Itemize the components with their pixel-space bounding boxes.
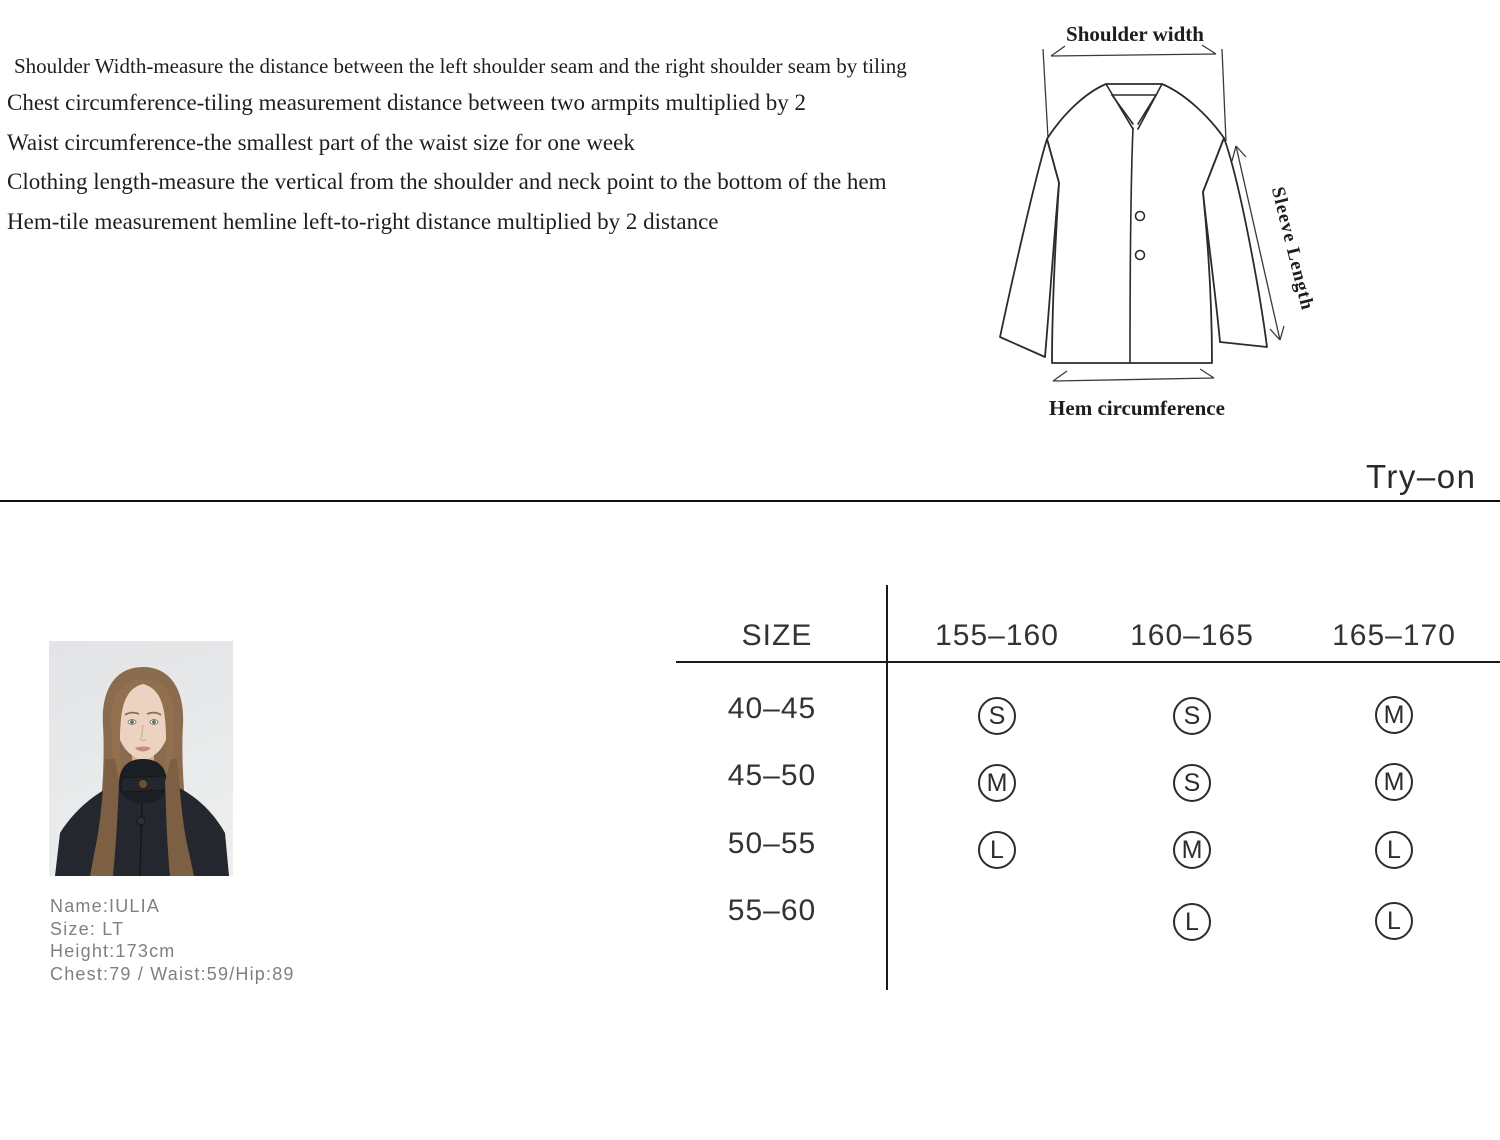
extension-line-left xyxy=(1043,49,1048,138)
row-label-40-45: 40–45 xyxy=(727,692,817,725)
table-vertical-line xyxy=(886,585,888,990)
size-value: L xyxy=(1173,903,1211,941)
size-value: M xyxy=(1173,831,1211,869)
try-on-title: Try–on xyxy=(1366,458,1477,495)
size-value: S xyxy=(1173,697,1211,735)
jacket-left-sleeve xyxy=(1000,139,1059,357)
jacket-button xyxy=(137,817,145,825)
size-value: S xyxy=(978,697,1016,735)
table-header-line xyxy=(676,661,1500,663)
jacket-outline xyxy=(1000,84,1267,363)
shoulder-width-arrow xyxy=(1051,54,1216,56)
size-value: M xyxy=(1375,696,1413,734)
note-shoulder-width: Shoulder Width-measure the distance between the left shoulder seam and the right shoulder seam by tiling xyxy=(14,54,907,78)
jacket-measurement-diagram xyxy=(975,15,1500,440)
model-name: Name:IULIA xyxy=(50,896,161,916)
size-value: L xyxy=(1375,902,1413,940)
hem-circumference-label: Hem circumference xyxy=(1049,396,1225,420)
jacket-body xyxy=(1047,84,1224,363)
hem-arrow xyxy=(1053,378,1214,381)
section-divider xyxy=(0,500,1500,502)
size-value: M xyxy=(978,764,1016,802)
note-clothing-length: Clothing length-measure the vertical from the shoulder and neck point to the bottom of the hem xyxy=(7,169,887,194)
note-hem: Hem-tile measurement hemline left-to-right distance multiplied by 2 distance xyxy=(7,209,719,234)
model-size: Size: LT xyxy=(50,918,125,939)
row-label-55-60: 55–60 xyxy=(727,894,817,927)
note-waist: Waist circumference-the smallest part of the waist size for one week xyxy=(7,130,635,155)
model-height: Height:173cm xyxy=(50,941,176,961)
model-info xyxy=(50,895,295,985)
table-corner-label: SIZE xyxy=(741,619,813,652)
shoulder-width-label: Shoulder width xyxy=(1066,22,1204,46)
col-header-155-160: 155–160 xyxy=(935,619,1059,652)
model-measurements: Chest:79 / Waist:59/Hip:89 xyxy=(50,963,295,984)
col-header-160-165: 160–165 xyxy=(1130,619,1254,652)
size-value: M xyxy=(1375,763,1413,801)
collar-button xyxy=(139,780,148,789)
size-value: L xyxy=(978,831,1016,869)
row-label-45-50: 45–50 xyxy=(727,759,817,792)
sleeve-length-label: Sleeve Length xyxy=(1266,184,1318,313)
size-value: S xyxy=(1173,764,1211,802)
extension-line-right xyxy=(1222,49,1226,141)
size-value: L xyxy=(1375,831,1413,869)
col-header-165-170: 165–170 xyxy=(1332,619,1456,652)
row-label-50-55: 50–55 xyxy=(727,827,817,860)
note-chest: Chest circumference-tiling measurement distance between two armpits multiplied by 2 xyxy=(7,90,807,115)
model-photo xyxy=(49,641,233,876)
